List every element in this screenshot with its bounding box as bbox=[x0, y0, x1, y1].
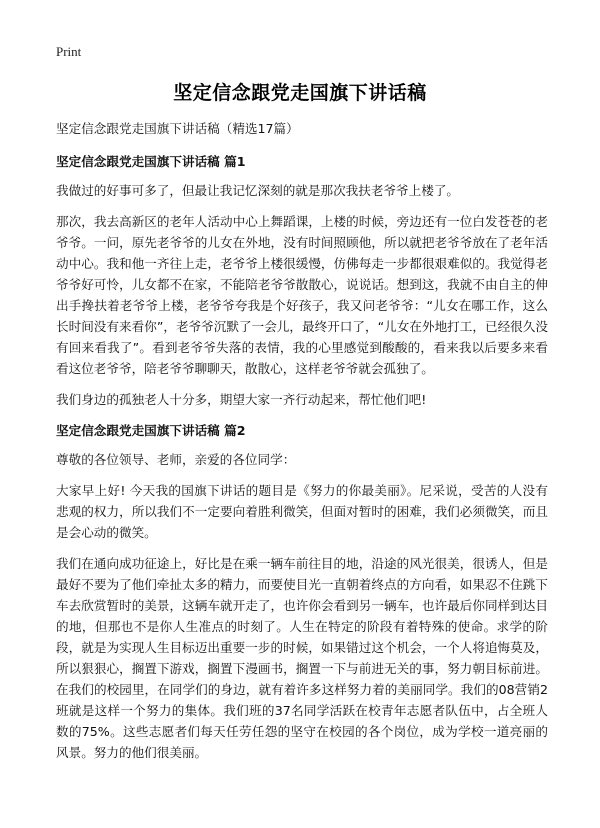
paragraph: 那次，我去高新区的老年人活动中心上舞蹈课，上楼的时候，旁边还有一位白发苍苍的老爷爷。一问，原先老爷爷的儿女在外地，没有时间照顾他，所以就把老爷爷放在了老年活动中心。我和他一齐往上走，老爷爷上楼很缓慢，仿佛每走一步都很艰难似的。我觉得老爷爷好可怜，儿女都不在家，不能陪老爷爷散散心，说说话。想到这，我就不由自主的伸出手搀扶着老爷爷上楼，老爷爷夸我是个好孩子，我又问老爷爷：“儿女在哪工作，这么长时间没有来看你”，老爷爷沉默了一会儿，最终开口了，“儿女在外地打工，已经很久没有回来看我了”。看到老爷爷失落的表情，我的心里感觉到酸酸的，看来我以后要多来看看这位老爷爷，陪老爷爷聊聊天，散散心，这样老爷爷就会孤独了。 bbox=[56, 214, 548, 376]
document-subtitle: 坚定信念跟党走国旗下讲话稿（精选17篇） bbox=[56, 121, 299, 136]
paragraph: 大家早上好! 今天我的国旗下讲话的题目是《努力的你最美丽》。尼采说，受苦的人没有悲观的权力，所以我们不一定要向着胜利微笑，但面对暂时的困难，我们必须微笑，而且是会心动的微笑。 bbox=[56, 483, 548, 540]
paragraph: 我做过的好事可多了，但最让我记忆深刻的就是那次我扶老爷爷上楼了。 bbox=[56, 183, 459, 198]
paragraph: 我们身边的孤独老人十分多，期望大家一齐行动起来，帮忙他们吧! bbox=[56, 392, 427, 407]
document-body bbox=[56, 118, 548, 773]
paragraph: 尊敬的各位领导、老师，亲爱的各位同学： bbox=[56, 452, 296, 467]
paragraph: 我们在通向成功征途上，好比是在乘一辆车前往目的地，沿途的风光很美，很诱人，但是最好不要为了他们牵扯太多的精力，而要使目光一直朝着终点的方向看，如果忍不住跳下车去欣赏暂时的美景，这辆车就开走了，也许你会看到另一辆车，也许最后你同样到达目的地，但那也不是你人生准点的时刻了。人生在特定的阶段有着特殊的使命。求学的阶段，就是为实现人生目标迈出重要一步的时候，如果错过这个机会，一个人将追悔莫及，所以狠狠心，搁置下游戏，搁置下漫画书，搁置一下与前进无关的事，努力朝目标前进。在我们的校园里，在同学们的身边，就有着许多这样努力着的美丽同学。我们的08营销2班就是这样一个努力的集体。我们班的37名同学活跃在校青年志愿者队伍中，占全班人数的75%。这些志愿者们每天任劳任怨的坚守在校园的各个岗位，成为学校一道亮丽的风景。努力的他们很美丽。 bbox=[56, 556, 548, 760]
print-link[interactable]: Print bbox=[56, 44, 82, 59]
section-heading: 坚定信念跟党走国旗下讲话稿 篇2 bbox=[56, 423, 246, 438]
section-heading: 坚定信念跟党走国旗下讲话稿 篇1 bbox=[56, 154, 246, 169]
page-title: 坚定信念跟党走国旗下讲话稿 bbox=[173, 82, 427, 104]
